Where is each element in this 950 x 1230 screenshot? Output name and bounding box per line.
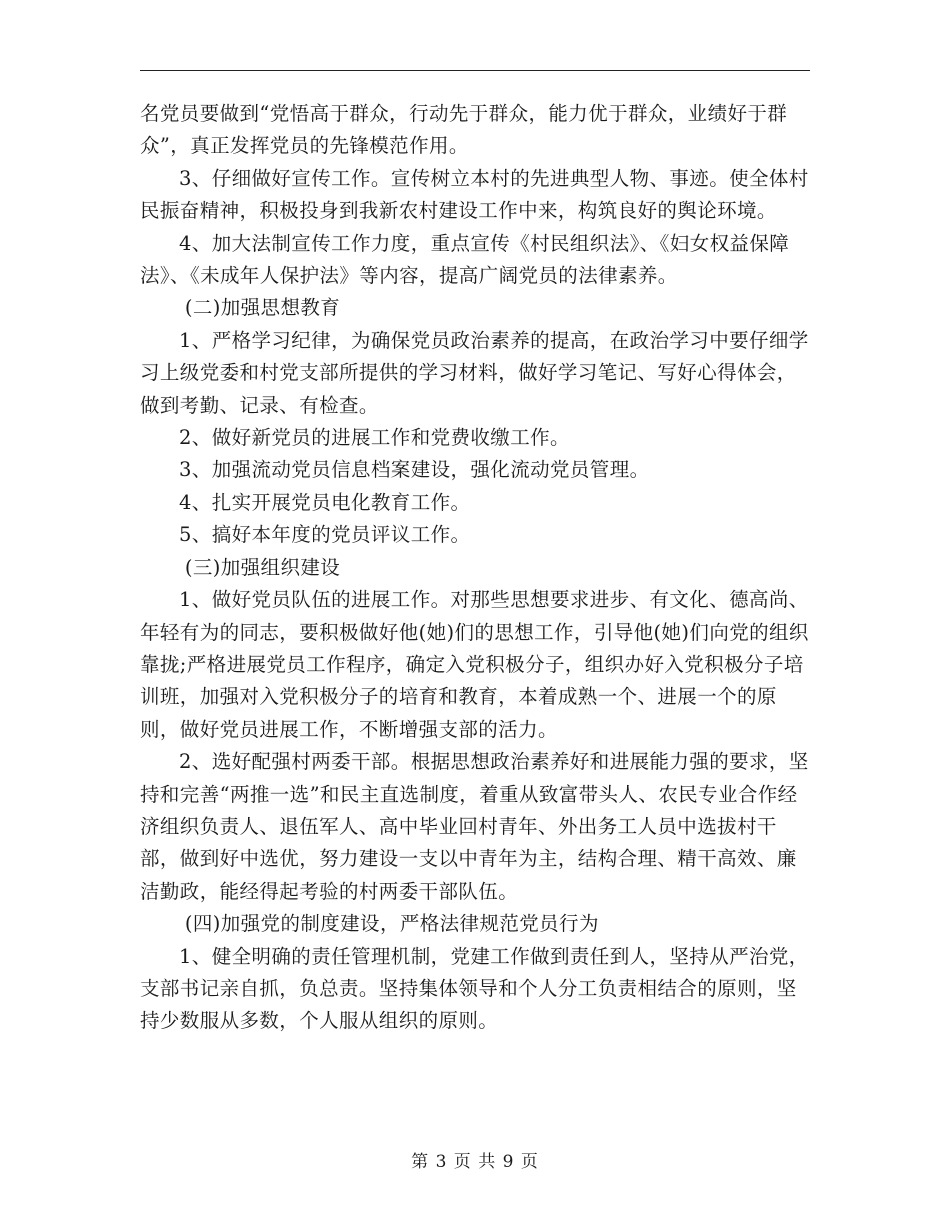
paragraph-item: 4、加大法制宣传工作力度，重点宣传《村民组织法》、《妇女权益保障法》、《未成年人保护法》等内容，提高广阔党员的法律素养。 bbox=[140, 231, 790, 288]
section-heading: (二)加强思想教育 bbox=[184, 296, 341, 320]
paragraph-item: 3、加强流动党员信息档案建设，强化流动党员管理。 bbox=[179, 458, 650, 482]
paragraph-item: 5、搞好本年度的党员评议工作。 bbox=[179, 523, 471, 547]
section-heading: (四)加强党的制度建设，严格法律规范党员行为 bbox=[184, 912, 599, 936]
paragraph-item: 2、选好配强村两委干部。根据思想政治素养好和进展能力强的要求，坚持和完善“两推一选”和民主直选制度，着重从致富带头人、农民专业合作经济组织负责人、退伍军人、高中毕业回村青年、外出务工人员中选拔村干部，做到好中选优，努力建设一支以中青年为主，结构合理、精干高效、廉洁勤政，能经得起考验的村两委干部队伍。 bbox=[140, 750, 809, 903]
paragraph-item: 1、做好党员队伍的进展工作。对那些思想要求进步、有文化、德高尚、年轻有为的同志，要积极做好他(她)们的思想工作，引导他(她)们向党的组织靠拢;严格进展党员工作程序，确定入党积极分子，组织办好入党积极分子培训班，加强对入党积极分子的培育和教育，本着成熟一个、进展一个的原则，做好党员进展工作，不断增强支部的活力。 bbox=[140, 588, 809, 741]
paragraph-item: 2、做好新党员的进展工作和党费收缴工作。 bbox=[179, 426, 570, 450]
paragraph-item: 1、严格学习纪律，为确保党员政治素养的提高，在政治学习中要仔细学习上级党委和村党支部所提供的学习材料，做好学习笔记、写好心得体会，做到考勤、记录、有检查。 bbox=[140, 328, 809, 417]
paragraph-item: 3、仔细做好宣传工作。宣传树立本村的先进典型人物、事迹。使全体村民振奋精神，积极投身到我新农村建设工作中来，构筑良好的舆论环境。 bbox=[140, 166, 809, 223]
paragraph-continuation: 名党员要做到“党悟高于群众，行动先于群众，能力优于群众，业绩好于群众”，真正发挥党员的先锋模范作用。 bbox=[140, 102, 788, 158]
paragraph-item: 1、健全明确的责任管理机制，党建工作做到责任到人，坚持从严治党，支部书记亲自抓，负总责。坚持集体领导和个人分工负责相结合的原则，坚持少数服从多数，个人服从组织的原则。 bbox=[140, 944, 809, 1033]
document-body bbox=[140, 98, 812, 1038]
paragraph-item: 4、扎实开展党员电化教育工作。 bbox=[179, 490, 471, 514]
page-number-footer: 第 3 页 共 9 页 bbox=[411, 1152, 539, 1172]
section-heading: (三)加强组织建设 bbox=[184, 555, 341, 579]
header-rule bbox=[140, 70, 810, 71]
